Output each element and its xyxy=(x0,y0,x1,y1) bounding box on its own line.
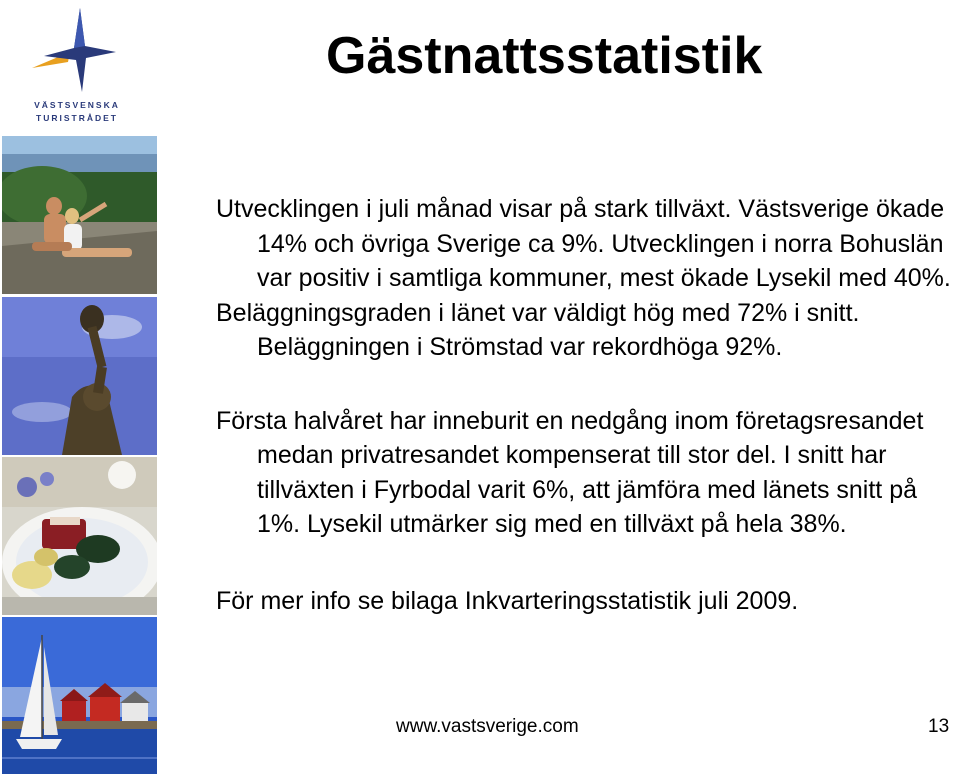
sailboat-harbor-photo xyxy=(2,617,157,774)
footer-url: www.vastsverige.com xyxy=(396,716,579,737)
statue-photo xyxy=(2,297,157,455)
vastsvenska-turistradet-logo xyxy=(22,6,132,124)
logo-text-line2: TURISTRÅDET xyxy=(36,113,118,123)
paragraph-more-info: För mer info se bilaga Inkvarteringsstatistik juli 2009. xyxy=(216,586,799,615)
page-number: 13 xyxy=(928,716,950,737)
paragraph-july-growth: Utvecklingen i juli månad visar på stark tillväxt. Västsverige ökade 14% och övriga Sverige ca 9%. Utvecklingen i norra Bohuslän var positiv i samtliga kommuner, mest ökade Lysekil med 40%. xyxy=(216,195,951,292)
seafood-plate-photo xyxy=(2,457,157,615)
compass-star-icon xyxy=(30,6,120,94)
couple-on-rock-photo xyxy=(2,136,157,294)
slide-body xyxy=(216,192,956,618)
paragraph-occupancy: Beläggningsgraden i länet var väldigt hög med 72% i snitt. Beläggningen i Strömstad var rekordhöga 92%. xyxy=(216,298,860,361)
page-title: Gästnattsstatistik xyxy=(326,27,763,85)
logo-text-line1: VÄSTSVENSKA xyxy=(34,100,120,110)
paragraph-first-half: Första halvåret har inneburit en nedgång inom företagsresandet medan privatresandet kompenserat till stor del. I snitt har tillväxten i Fyrbodal varit 6%, att jämföra med länets snitt på 1%. Lysekil utmärker sig med en tillväxt på hela 38%. xyxy=(216,406,924,538)
